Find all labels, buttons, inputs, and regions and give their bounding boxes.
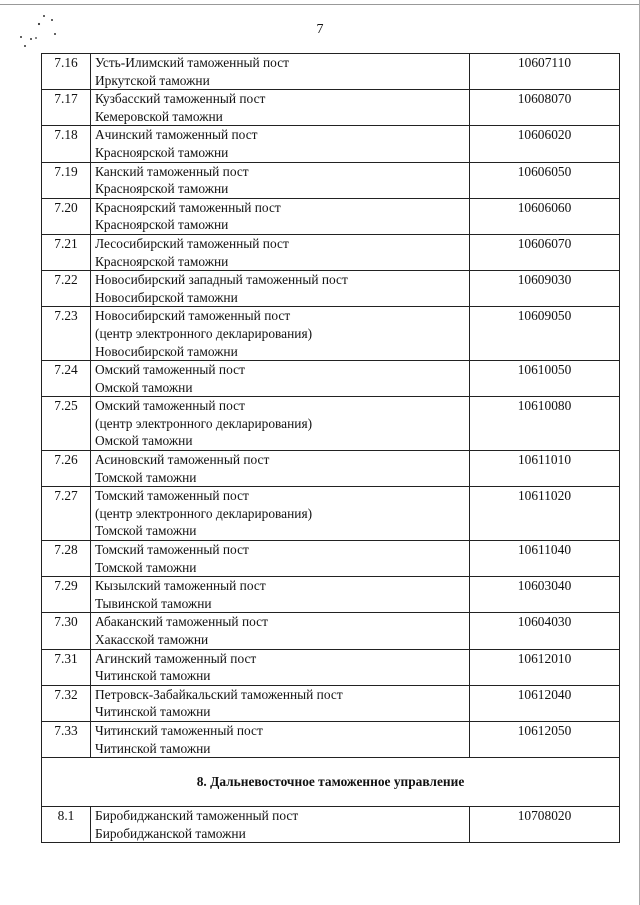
page-number: 7 [316,22,324,37]
post-name-line: Томский таможенный пост [95,488,249,504]
post-code: 10604030 [470,613,620,649]
row-number: 7.27 [42,487,91,541]
row-number: 7.17 [42,90,91,126]
post-name-line: (центр электронного декларирования) [95,325,313,341]
scan-top-edge [0,4,640,5]
row-number: 7.20 [42,198,91,234]
post-code: 10606050 [470,162,620,198]
post-name [91,807,470,843]
post-code: 10606070 [470,234,620,270]
post-name-line: Новосибирский западный таможенный пост [95,272,348,288]
post-name-line: Омский таможенный пост [95,362,245,378]
row-number: 7.22 [42,271,91,307]
post-code: 10606020 [470,126,620,162]
post-name [91,577,470,613]
post-name [91,126,470,162]
post-name [91,721,470,757]
post-name-line: Омский таможенный пост [95,398,245,414]
post-name-line: Читинской таможни [95,740,211,756]
post-name-line: Ачинский таможенный пост [95,127,258,143]
post-code: 10610080 [470,397,620,451]
post-name-line: Омской таможни [95,379,193,395]
post-code: 10610050 [470,361,620,397]
post-code: 10603040 [470,577,620,613]
row-number: 7.16 [42,54,91,90]
post-name-line: Томской таможни [95,559,197,575]
post-name [91,90,470,126]
post-name-line: Красноярской таможни [95,181,229,197]
row-number: 7.21 [42,234,91,270]
table-row [42,541,620,577]
post-code: 10609030 [470,271,620,307]
post-name-line: Красноярской таможни [95,144,229,160]
table-row [42,451,620,487]
post-name-line: Усть-Илимский таможенный пост [95,55,289,70]
post-code: 10612010 [470,649,620,685]
post-name-line: Тывинской таможни [95,595,212,611]
post-code: 10611040 [470,541,620,577]
post-name-line: Кемеровской таможни [95,108,223,124]
post-code: 10611020 [470,487,620,541]
row-number: 7.24 [42,361,91,397]
row-number: 7.31 [42,649,91,685]
post-code: 10611010 [470,451,620,487]
post-name-line: Омской таможни [95,433,193,449]
post-name-line: Хакасской таможни [95,632,209,647]
post-name [91,54,470,90]
post-name-line: Иркутской таможни [95,72,210,88]
post-name-line: Петровск-Забайкальский таможенный пост [95,686,343,702]
row-number: 7.30 [42,613,91,649]
post-name-line: Кызылский таможенный пост [95,578,266,594]
table-row [42,271,620,307]
row-number: 7.25 [42,397,91,451]
post-name-line: Агинский таможенный пост [95,650,257,666]
post-name-line: Новосибирской таможни [95,289,238,305]
post-name-line: (центр электронного декларирования) [95,505,313,521]
post-name-line: Биробиджанской таможни [95,825,246,841]
post-code: 10607110 [470,54,620,90]
post-name [91,685,470,721]
table-row [42,649,620,685]
table-row [42,721,620,757]
post-name-line: Новосибирский таможенный пост [95,308,291,324]
post-code: 10606060 [470,198,620,234]
post-name [91,234,470,270]
table-row [42,54,620,90]
row-number: 7.28 [42,541,91,577]
post-name-line: Биробиджанский таможенный пост [95,808,299,824]
post-name [91,271,470,307]
table-row [42,90,620,126]
table-row [42,807,620,843]
table-row [42,613,620,649]
post-name-line: Лесосибирский таможенный пост [95,235,289,251]
table-row [42,361,620,397]
post-name [91,198,470,234]
customs-posts-table [41,53,620,843]
post-name-line: Читинский таможенный пост [95,722,263,738]
table-row [42,307,620,361]
table-row [42,198,620,234]
post-name-line: Томский таможенный пост [95,542,249,558]
post-name [91,361,470,397]
table-row [42,487,620,541]
table-row [42,126,620,162]
post-code: 10612050 [470,721,620,757]
post-name-line: Красноярской таможни [95,217,229,233]
post-name-line: Томской таможни [95,469,197,485]
table-row [42,685,620,721]
post-name-line: Асиновский таможенный пост [95,452,270,468]
row-number: 7.29 [42,577,91,613]
table-row [42,577,620,613]
post-name-line: Читинской таможни [95,668,211,684]
post-code: 10708020 [470,807,620,843]
table-row [42,234,620,270]
row-number: 7.26 [42,451,91,487]
row-number: 7.19 [42,162,91,198]
post-name-line: Новосибирской таможни [95,343,238,359]
section-title: 8. Дальневосточное таможенное управление [42,758,620,807]
row-number: 7.33 [42,721,91,757]
post-name-line: Томской таможни [95,523,197,539]
post-name-line: Красноярский таможенный пост [95,199,281,215]
post-name [91,649,470,685]
section-header-row [42,758,620,807]
post-code: 10609050 [470,307,620,361]
row-number: 7.23 [42,307,91,361]
post-name [91,307,470,361]
post-name [91,162,470,198]
post-name-line: Абаканский таможенный пост [95,614,268,630]
post-name [91,451,470,487]
table-row [42,162,620,198]
post-name-line: Кузбасский таможенный пост [95,91,266,107]
post-name [91,397,470,451]
post-code: 10612040 [470,685,620,721]
post-code: 10608070 [470,90,620,126]
table-row [42,397,620,451]
post-name-line: Читинской таможни [95,704,211,720]
post-name-line: Канский таможенный пост [95,163,249,179]
post-name [91,613,470,649]
post-name [91,541,470,577]
row-number: 7.18 [42,126,91,162]
row-number: 8.1 [42,807,91,843]
post-name [91,487,470,541]
row-number: 7.32 [42,685,91,721]
post-name-line: (центр электронного декларирования) [95,415,313,431]
post-name-line: Красноярской таможни [95,253,229,269]
